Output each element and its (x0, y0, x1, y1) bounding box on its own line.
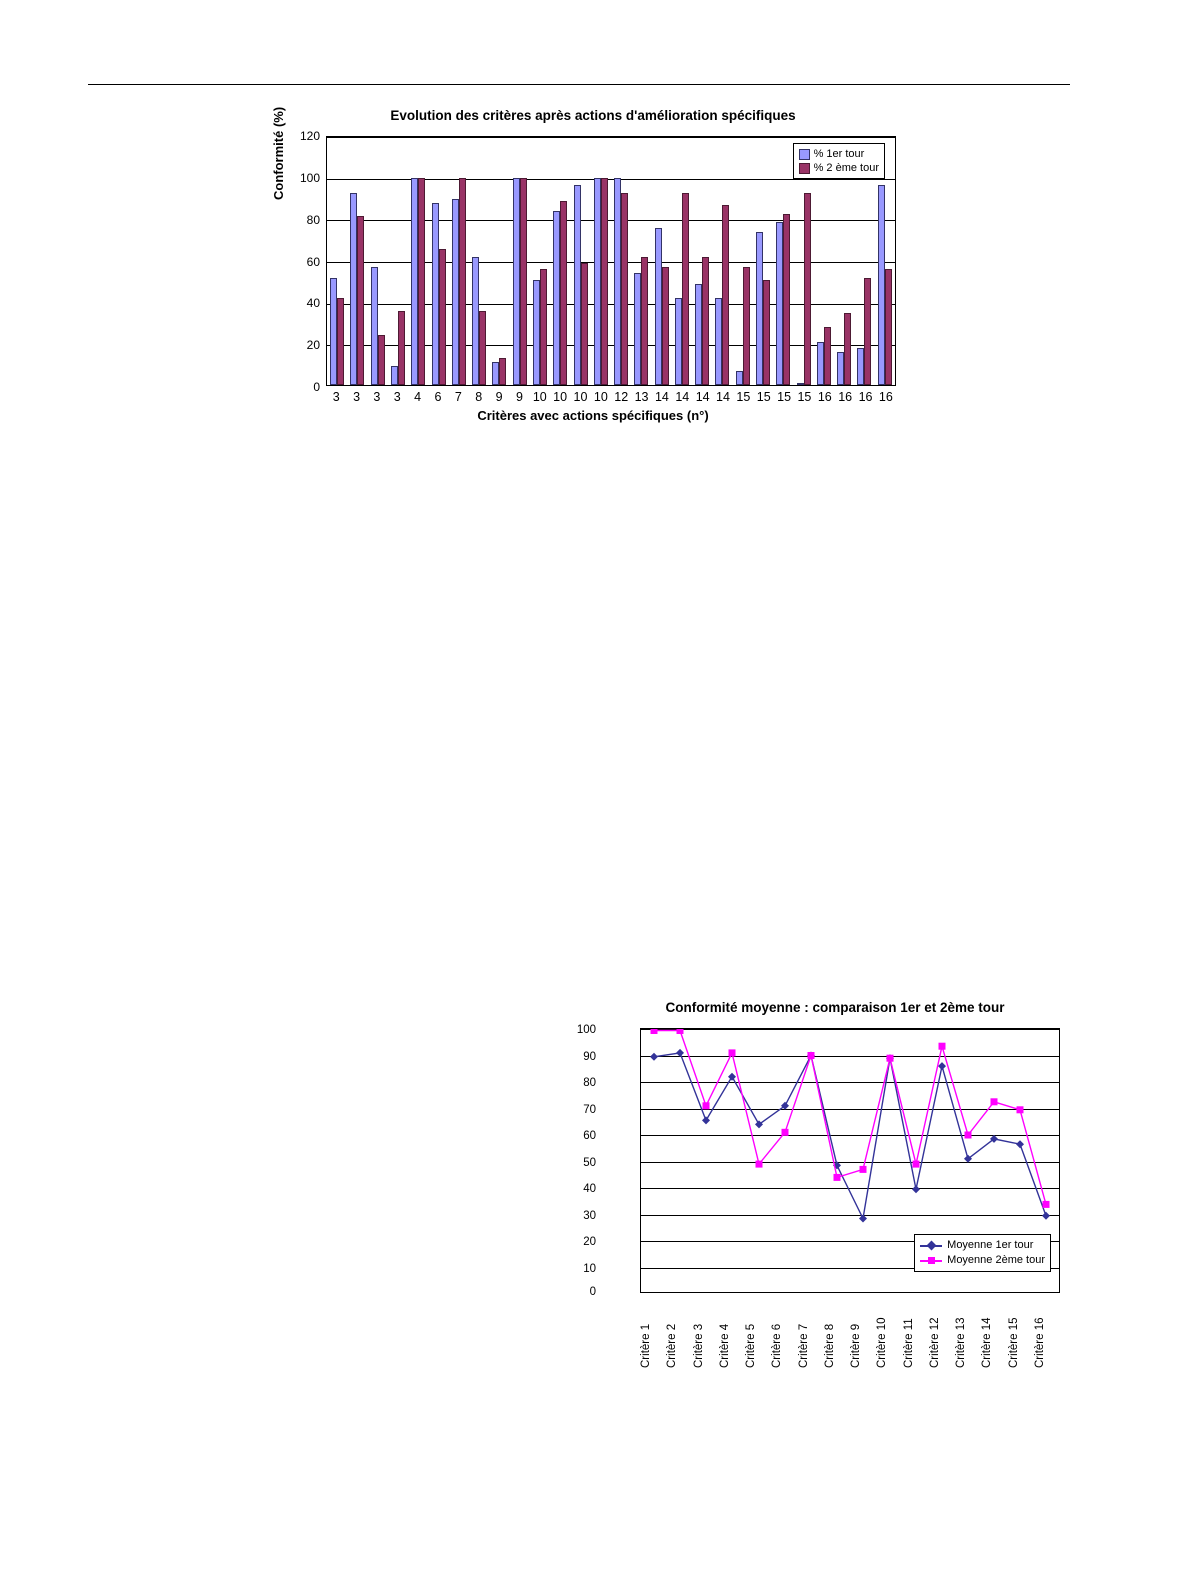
legend-swatch-2eme-tour (799, 163, 810, 174)
chart1-xtick: 10 (573, 390, 588, 404)
chart2-xtick: Critère 2 (666, 1323, 679, 1368)
chart1-xtick: 9 (515, 390, 523, 404)
chart2-xtick: Critère 13 (955, 1317, 967, 1368)
chart2-ytick-0: 0 (589, 1286, 596, 1298)
chart2-xtick: Critère 4 (718, 1323, 731, 1368)
chart2-ytick-30: 30 (583, 1209, 596, 1222)
chart1-xtick: 14 (675, 390, 690, 404)
chart2-legend-item-1 (920, 1238, 1045, 1253)
chart2-xtick: Critère 5 (745, 1323, 757, 1368)
chart1-xtick: 12 (614, 390, 629, 404)
chart1-xtick: 10 (553, 390, 568, 404)
chart1-xtick: 3 (393, 390, 401, 404)
chart2-ytick-80: 80 (583, 1077, 596, 1089)
chart1-legend-item-2 (799, 161, 879, 175)
chart1-ytick-0: 0 (313, 380, 320, 394)
chart1-plot-area (326, 136, 896, 386)
chart2-ytick-100: 100 (576, 1024, 596, 1036)
chart2-xtick: Critère 12 (928, 1317, 941, 1368)
chart2-xtick: Critère 10 (876, 1317, 889, 1368)
chart1-y-axis-label: Conformité (%) (271, 106, 286, 200)
chart2-xtick: Critère 15 (1007, 1317, 1020, 1368)
chart2-xtick: Critère 3 (692, 1323, 705, 1368)
chart1-xtick: 15 (777, 390, 792, 404)
chart1-legend-item-1 (799, 147, 879, 161)
chart1-xtick: 14 (654, 390, 669, 404)
chart2-ytick-70: 70 (583, 1103, 596, 1116)
chart1-xtick: 3 (353, 390, 361, 404)
chart1-xtick: 16 (838, 390, 853, 404)
chart1-xtick: 14 (716, 390, 730, 404)
chart2-legend-label-2: Moyenne 2ème tour (947, 1254, 1045, 1266)
legend-line-2eme-tour (920, 1260, 942, 1262)
chart1-xtick: 6 (434, 390, 442, 404)
chart2-ytick-90: 90 (583, 1050, 596, 1063)
chart2-legend (914, 1234, 1051, 1272)
chart2-xtick: Critère 14 (981, 1317, 994, 1368)
chart2-ytick-50: 50 (583, 1156, 596, 1169)
chart1-ytick-20: 20 (306, 338, 320, 352)
chart1-xtick: 8 (475, 390, 483, 404)
chart1-legend-label-1: % 1er tour (813, 148, 865, 160)
chart2-legend-label-1: Moyenne 1er tour (947, 1239, 1034, 1251)
legend-swatch-1er-tour (799, 149, 810, 160)
chart2-title: Conformité moyenne : comparaison 1er et 2ème tour (665, 1000, 1005, 1015)
chart1-xtick: 10 (593, 390, 608, 404)
chart1-xtick: 16 (817, 390, 832, 404)
chart2-xtick: Critère 8 (823, 1323, 836, 1368)
chart1-xtick: 4 (414, 390, 422, 404)
chart1-xtick: 14 (695, 390, 710, 404)
chart2-plot-area (640, 1028, 1060, 1293)
line-chart-conformite-moyenne (576, 1000, 1070, 1400)
chart2-ytick-40: 40 (583, 1183, 596, 1195)
chart1-xtick: 13 (634, 390, 649, 404)
chart1-xtick: 10 (532, 390, 547, 404)
chart1-ytick-60: 60 (306, 255, 320, 269)
chart2-x-tick-labels (640, 1296, 1060, 1368)
chart2-ytick-60: 60 (583, 1130, 596, 1142)
chart2-xtick: Critère 11 (902, 1318, 915, 1368)
chart1-xtick: 16 (878, 390, 893, 404)
chart1-ytick-80: 80 (306, 213, 320, 227)
chart1-legend (793, 143, 885, 179)
chart1-xtick: 9 (495, 390, 503, 404)
chart2-ytick-10: 10 (583, 1262, 596, 1275)
chart2-xtick: Critère 7 (797, 1323, 810, 1368)
chart2-xtick: Critère 9 (850, 1323, 862, 1368)
chart2-ytick-20: 20 (583, 1236, 596, 1248)
bar-chart-evolution-criteres (271, 106, 903, 438)
chart1-xtick: 3 (332, 390, 340, 404)
chart2-xtick: Critère 1 (640, 1323, 652, 1368)
chart1-legend-label-2: % 2 ème tour (813, 162, 879, 174)
chart1-title: Evolution des critères après actions d'amélioration spécifiques (390, 108, 796, 123)
chart1-ytick-120: 120 (299, 129, 320, 143)
chart1-xtick: 15 (756, 390, 771, 404)
chart2-xtick: Critère 16 (1033, 1317, 1046, 1368)
chart2-xtick: Critère 6 (771, 1323, 784, 1368)
chart1-ytick-100: 100 (299, 171, 320, 185)
page-divider (88, 84, 1070, 85)
chart1-xtick: 15 (797, 390, 812, 404)
chart1-x-tick-labels (326, 390, 896, 404)
chart1-xtick: 15 (736, 390, 751, 404)
chart1-xtick: 3 (373, 390, 381, 404)
chart2-legend-item-2 (920, 1253, 1045, 1268)
chart1-ytick-40: 40 (306, 296, 320, 310)
chart1-xtick: 7 (454, 390, 462, 404)
chart1-xtick: 16 (858, 390, 873, 404)
legend-line-1er-tour (920, 1245, 942, 1247)
chart1-x-axis-label: Critères avec actions spécifiques (n°) (477, 408, 709, 423)
